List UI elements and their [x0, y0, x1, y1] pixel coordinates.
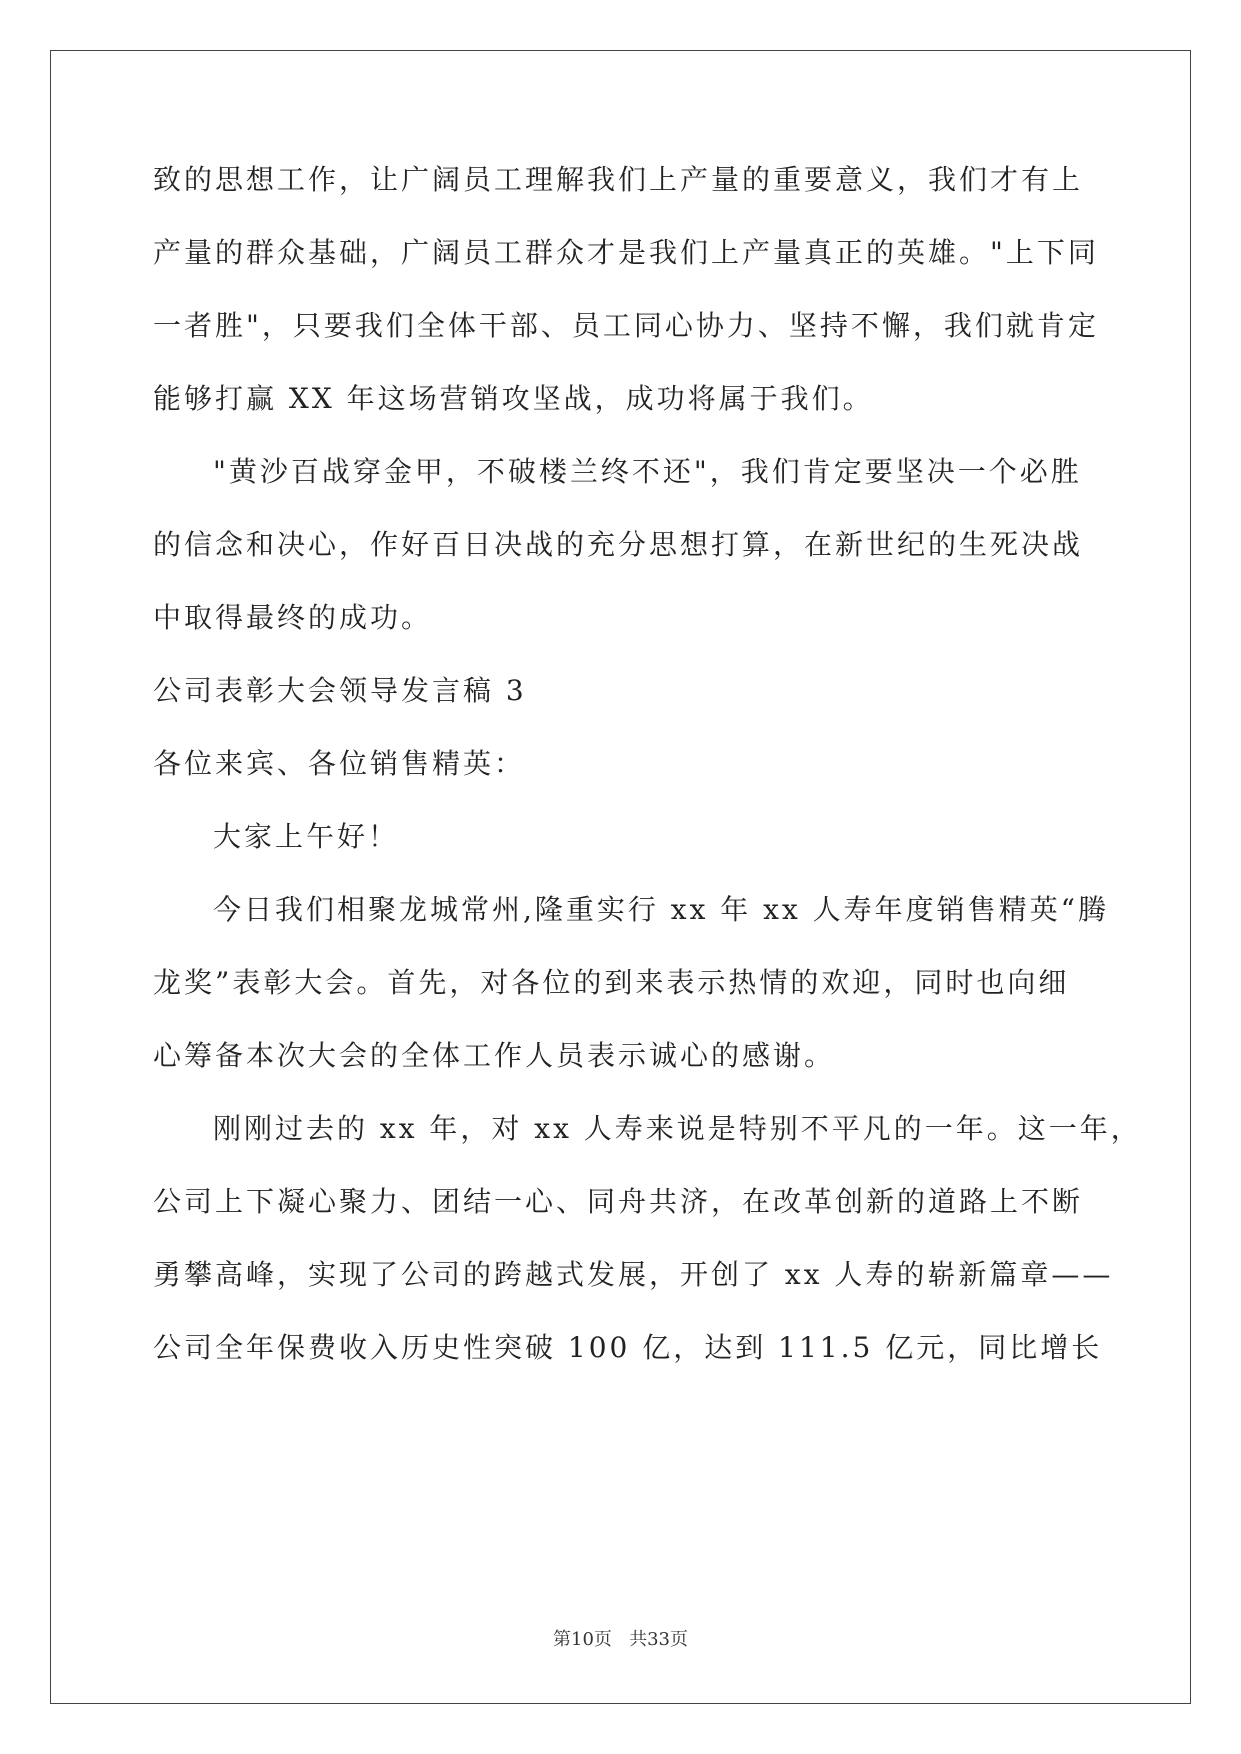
- text-line: 公司全年保费收入历史性突破 100 亿，达到 111.5 亿元，同比增长: [153, 1331, 1103, 1364]
- paragraph-start-line: "黄沙百战穿金甲，不破楼兰终不还"，我们肯定要坚决一个必胜: [213, 455, 1082, 488]
- paragraph-start-line: 刚刚过去的 xx 年，对 xx 人寿来说是特别不平凡的一年。这一年，: [213, 1112, 1142, 1145]
- text-line: 一者胜"，只要我们全体干部、员工同心协力、坚持不懈，我们就肯定: [153, 309, 1099, 342]
- greeting: 大家上午好！: [213, 820, 400, 853]
- text-line: 龙奖”表彰大会。首先，对各位的到来表示热情的欢迎，同时也向细: [153, 966, 1070, 999]
- page-border: [50, 50, 1191, 1704]
- text-line: 产量的群众基础，广阔员工群众才是我们上产量真正的英雄。"上下同: [153, 236, 1099, 269]
- text-line: 公司上下凝心聚力、团结一心、同舟共济，在改革创新的道路上不断: [153, 1185, 1084, 1218]
- salutation: 各位来宾、各位销售精英：: [153, 747, 526, 780]
- text-line: 心筹备本次大会的全体工作人员表示诚心的感谢。: [153, 1039, 836, 1072]
- text-line: 致的思想工作，让广阔员工理解我们上产量的重要意义，我们才有上: [153, 163, 1084, 196]
- section-title: 公司表彰大会领导发言稿 3: [153, 674, 527, 707]
- text-line: 中取得最终的成功。: [153, 601, 433, 634]
- text-line: 的信念和决心，作好百日决战的充分思想打算，在新世纪的生死决战: [153, 528, 1084, 561]
- text-line: 勇攀高峰，实现了公司的跨越式发展，开创了 xx 人寿的崭新篇章——: [153, 1258, 1114, 1291]
- page-number-footer: 第10页 共33页: [553, 1629, 688, 1650]
- paragraph-start-line: 今日我们相聚龙城常州,隆重实行 xx 年 xx 人寿年度销售精英“腾: [213, 893, 1109, 926]
- text-line: 能够打赢 XX 年这场营销攻坚战，成功将属于我们。: [153, 382, 874, 415]
